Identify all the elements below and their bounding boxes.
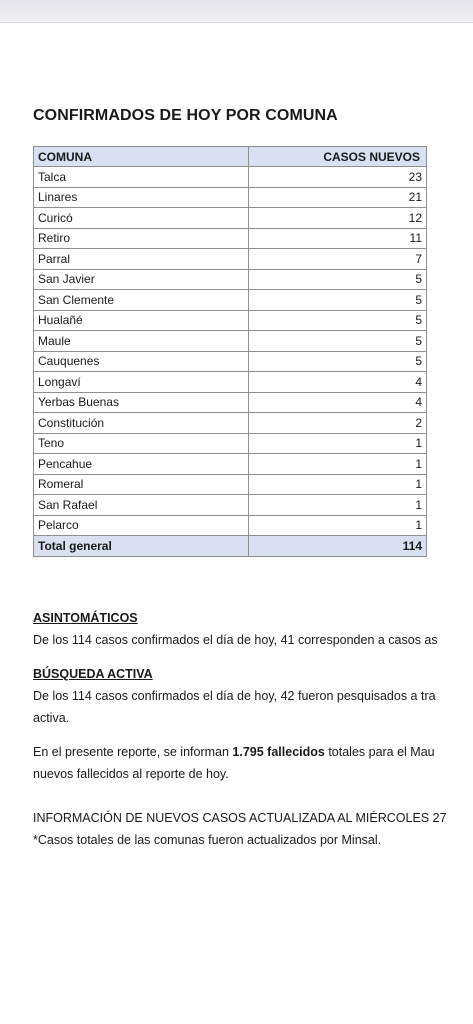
comuna-cell: San Clemente <box>34 290 249 311</box>
page-title: CONFIRMADOS DE HOY POR COMUNA <box>33 107 338 124</box>
info-line1: INFORMACIÓN DE NUEVOS CASOS ACTUALIZADA AL MIÉRCOLES 27 <box>33 811 447 825</box>
casos-cell: 4 <box>249 392 427 413</box>
casos-cell: 2 <box>249 413 427 434</box>
table-row <box>34 331 427 352</box>
fallecidos-pre: En el presente reporte, se informan <box>33 745 233 759</box>
comuna-cell: Linares <box>34 187 249 208</box>
table-row <box>34 413 427 434</box>
comuna-cell: Maule <box>34 331 249 352</box>
busqueda-activa-heading: BÚSQUEDA ACTIVA <box>33 667 153 681</box>
total-value: 114 <box>249 536 427 557</box>
casos-cell: 1 <box>249 515 427 536</box>
comuna-cell: Romeral <box>34 474 249 495</box>
comuna-cell: Pencahue <box>34 454 249 475</box>
comuna-cell: Longaví <box>34 372 249 393</box>
table-row <box>34 167 427 188</box>
fallecidos-line2: nuevos fallecidos al reporte de hoy. <box>33 767 229 781</box>
busqueda-activa-text-line1: De los 114 casos confirmados el día de hoy, 42 fueron pesquisados a tra <box>33 689 436 703</box>
table-row <box>34 310 427 331</box>
info-section <box>33 807 447 851</box>
column-header-comuna: COMUNA <box>34 147 249 167</box>
casos-cell: 11 <box>249 228 427 249</box>
total-row <box>34 536 427 557</box>
fallecidos-post: totales para el Mau <box>324 745 435 759</box>
casos-cell: 12 <box>249 208 427 229</box>
casos-cell: 5 <box>249 351 427 372</box>
comuna-cell: Pelarco <box>34 515 249 536</box>
fallecidos-line1 <box>33 741 435 763</box>
comuna-cell: Hualañé <box>34 310 249 331</box>
top-bar <box>0 0 473 23</box>
casos-cell: 21 <box>249 187 427 208</box>
asintomaticos-section <box>33 607 438 651</box>
comuna-cell: San Javier <box>34 269 249 290</box>
table-row <box>34 474 427 495</box>
table-row <box>34 392 427 413</box>
casos-cell: 5 <box>249 269 427 290</box>
fallecidos-section <box>33 741 435 785</box>
table-row <box>34 249 427 270</box>
comuna-cell: Constitución <box>34 413 249 434</box>
info-line2: *Casos totales de las comunas fueron actualizados por Minsal. <box>33 833 382 847</box>
table-row <box>34 495 427 516</box>
casos-cell: 7 <box>249 249 427 270</box>
table-row <box>34 269 427 290</box>
column-header-casos-nuevos: CASOS NUEVOS <box>249 147 427 167</box>
busqueda-activa-text-line2: activa. <box>33 711 70 725</box>
fallecidos-count: 1.795 fallecidos <box>232 745 325 759</box>
comuna-cell: Talca <box>34 167 249 188</box>
table-row <box>34 208 427 229</box>
cases-by-commune-table <box>33 146 427 557</box>
casos-cell: 1 <box>249 433 427 454</box>
casos-cell: 5 <box>249 290 427 311</box>
casos-cell: 1 <box>249 495 427 516</box>
comuna-cell: Yerbas Buenas <box>34 392 249 413</box>
casos-cell: 4 <box>249 372 427 393</box>
table-row <box>34 515 427 536</box>
busqueda-activa-section <box>33 663 436 729</box>
table-row <box>34 187 427 208</box>
comuna-cell: Teno <box>34 433 249 454</box>
casos-cell: 23 <box>249 167 427 188</box>
table-row <box>34 454 427 475</box>
casos-cell: 1 <box>249 474 427 495</box>
comuna-cell: San Rafael <box>34 495 249 516</box>
total-label: Total general <box>34 536 249 557</box>
comuna-cell: Curicó <box>34 208 249 229</box>
table-row <box>34 228 427 249</box>
table-row <box>34 290 427 311</box>
comuna-cell: Parral <box>34 249 249 270</box>
table-header-row <box>34 147 427 167</box>
comuna-cell: Cauquenes <box>34 351 249 372</box>
casos-cell: 5 <box>249 331 427 352</box>
asintomaticos-text: De los 114 casos confirmados el día de hoy, 41 corresponden a casos as <box>33 633 438 647</box>
table-row <box>34 433 427 454</box>
casos-cell: 1 <box>249 454 427 475</box>
table-row <box>34 351 427 372</box>
asintomaticos-heading: ASINTOMÁTICOS <box>33 611 138 625</box>
casos-cell: 5 <box>249 310 427 331</box>
table-row <box>34 372 427 393</box>
comuna-cell: Retiro <box>34 228 249 249</box>
